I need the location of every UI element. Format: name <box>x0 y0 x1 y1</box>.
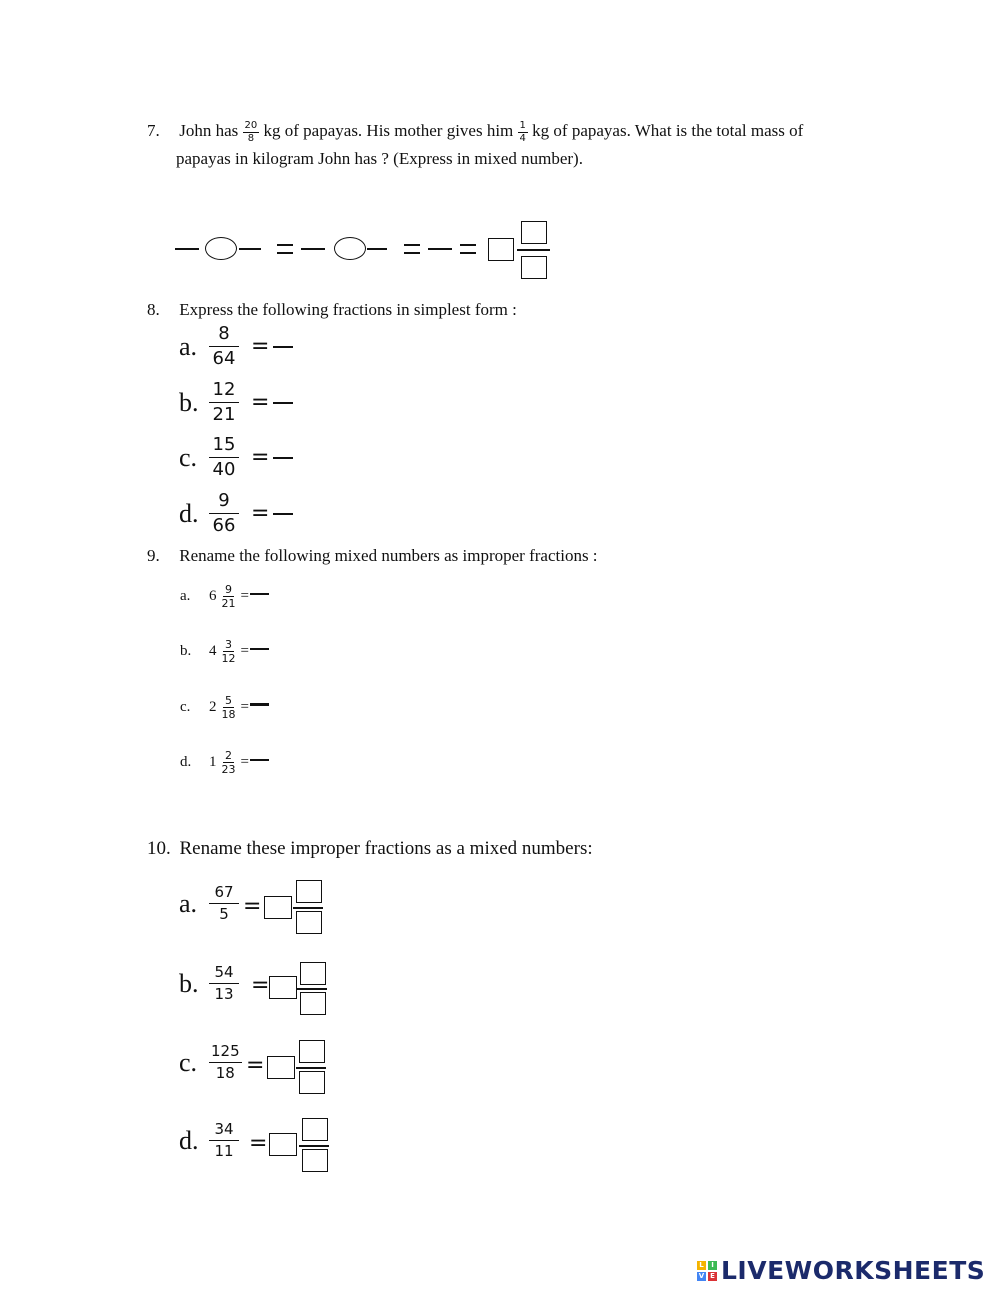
q10-item-c <box>179 1044 242 1081</box>
item-letter: d. <box>179 498 199 528</box>
question-text-line2: papayas in kilogram John has ? (Express in mixed number). <box>176 149 583 168</box>
answer-fraction-input[interactable] <box>273 457 293 459</box>
answer-fraction-input[interactable] <box>250 759 269 761</box>
equals-sign: = <box>240 643 249 659</box>
question-10 <box>147 836 593 862</box>
whole-number: 6 <box>209 588 217 604</box>
q10-item-d <box>179 1122 239 1159</box>
denominator-box[interactable] <box>302 1149 328 1172</box>
equals-sign: = <box>251 973 270 998</box>
fraction: $\frac{2}{23}$ <box>221 749 236 776</box>
whole-number-box[interactable] <box>269 1133 297 1156</box>
operator-oval-input[interactable] <box>334 237 366 260</box>
q9-item-b <box>180 639 269 664</box>
q10-item-b <box>179 965 239 1002</box>
whole-number-box[interactable] <box>264 896 292 919</box>
answer-fraction-input[interactable] <box>273 402 293 404</box>
denominator-box[interactable] <box>299 1071 325 1094</box>
equals-sign: = <box>251 390 270 415</box>
q8-item-d <box>179 492 293 535</box>
item-letter: b. <box>179 968 199 998</box>
question-text: John has <box>179 121 239 140</box>
logo-block: L <box>697 1261 706 1270</box>
numerator-box[interactable] <box>299 1040 325 1063</box>
item-letter: a. <box>179 888 198 918</box>
fraction: $\frac{34}{11}$ <box>209 1122 239 1159</box>
blank-line <box>239 248 261 250</box>
fraction: $\frac{67}{5}$ <box>209 885 239 922</box>
item-letter: c. <box>180 699 191 715</box>
item-letter: b. <box>180 643 192 659</box>
numerator-box[interactable] <box>300 962 326 985</box>
whole-number: 1 <box>209 754 217 770</box>
item-letter: a. <box>179 331 198 361</box>
blank-line <box>428 248 452 250</box>
question-9 <box>147 542 598 570</box>
whole-number: 4 <box>209 643 217 659</box>
fraction-bar <box>297 988 327 990</box>
liveworksheets-logo[interactable] <box>697 1256 985 1285</box>
q10-item-a <box>179 885 239 922</box>
item-letter: d. <box>180 754 192 770</box>
fraction-1-4: $\frac{1}{4}$ <box>519 119 526 144</box>
equals-sign: = <box>240 588 249 604</box>
item-letter: d. <box>179 1125 199 1155</box>
fraction: $\frac{9}{66}$ <box>209 492 239 535</box>
blank-line <box>175 248 199 250</box>
fraction: $\frac{5}{18}$ <box>221 694 236 721</box>
fraction: $\frac{15}{40}$ <box>209 436 239 479</box>
whole-number-box[interactable] <box>267 1056 295 1079</box>
fraction-bar <box>296 1067 326 1069</box>
blank-line <box>367 248 387 250</box>
question-number: 9. <box>147 546 160 565</box>
equals-line <box>277 252 293 254</box>
denominator-box[interactable] <box>521 256 547 279</box>
fraction: $\frac{54}{13}$ <box>209 965 239 1002</box>
fraction: $\frac{3}{12}$ <box>221 638 236 665</box>
equals-sign: = <box>249 1131 268 1156</box>
numerator-box[interactable] <box>296 880 322 903</box>
whole-number-box[interactable] <box>269 976 297 999</box>
q9-item-c <box>180 695 269 720</box>
operator-oval-input[interactable] <box>205 237 237 260</box>
question-text: kg of papayas. His mother gives him <box>263 121 514 140</box>
whole-number: 2 <box>209 699 217 715</box>
whole-number-box[interactable] <box>488 238 514 261</box>
equals-line <box>404 244 420 246</box>
fraction: $\frac{8}{64}$ <box>209 325 239 368</box>
answer-fraction-input[interactable] <box>250 648 269 650</box>
equals-line <box>277 244 293 246</box>
logo-block: E <box>708 1272 717 1281</box>
item-letter: c. <box>179 1047 198 1077</box>
q8-item-a <box>179 325 293 368</box>
item-letter: a. <box>180 588 191 604</box>
question-text: Rename these improper fractions as a mixed numbers: <box>179 838 593 859</box>
equals-sign: = <box>240 699 249 715</box>
q8-item-c <box>179 436 293 479</box>
fraction: $\frac{125}{18}$ <box>211 1042 240 1082</box>
question-number: 7. <box>147 121 160 140</box>
answer-fraction-input[interactable] <box>250 703 269 706</box>
equals-sign: = <box>240 754 249 770</box>
answer-fraction-input[interactable] <box>273 346 293 348</box>
q8-item-b <box>179 381 293 424</box>
equals-line <box>404 252 420 254</box>
logo-block: I <box>708 1261 717 1270</box>
denominator-box[interactable] <box>296 911 322 934</box>
blank-line <box>301 248 325 250</box>
item-letter: c. <box>179 442 198 472</box>
equals-sign: = <box>243 894 262 919</box>
question-text: kg of papayas. What is the total mass of <box>532 121 804 140</box>
equals-sign: = <box>251 445 270 470</box>
question-text: Express the following fractions in simplest form : <box>179 300 517 319</box>
fraction-bar <box>293 907 323 909</box>
question-7 <box>147 117 867 173</box>
answer-fraction-input[interactable] <box>250 593 269 595</box>
fraction: $\frac{12}{21}$ <box>209 381 239 424</box>
fraction-bar <box>517 249 550 251</box>
answer-fraction-input[interactable] <box>273 513 293 515</box>
logo-block: V <box>698 1271 705 1280</box>
logo-text: LIVEWORKSHEETS <box>721 1256 986 1285</box>
question-number: 8. <box>147 300 160 319</box>
fraction: $\frac{9}{21}$ <box>221 583 236 610</box>
item-letter: b. <box>179 387 199 417</box>
denominator-box[interactable] <box>300 992 326 1015</box>
question-8 <box>147 296 517 324</box>
equals-line <box>460 244 476 246</box>
equals-sign: = <box>251 334 270 359</box>
numerator-box[interactable] <box>302 1118 328 1141</box>
equals-sign: = <box>246 1053 265 1078</box>
equals-sign: = <box>251 501 270 526</box>
question-number: 10. <box>147 838 171 859</box>
q9-item-d <box>180 750 269 775</box>
fraction-20-8: $\frac{20}{8}$ <box>244 119 258 144</box>
equals-line <box>460 252 476 254</box>
logo-icon <box>697 1261 717 1281</box>
question-text: Rename the following mixed numbers as improper fractions : <box>179 546 598 565</box>
fraction-bar <box>299 1145 329 1147</box>
numerator-box[interactable] <box>521 221 547 244</box>
q9-item-a <box>180 584 269 609</box>
